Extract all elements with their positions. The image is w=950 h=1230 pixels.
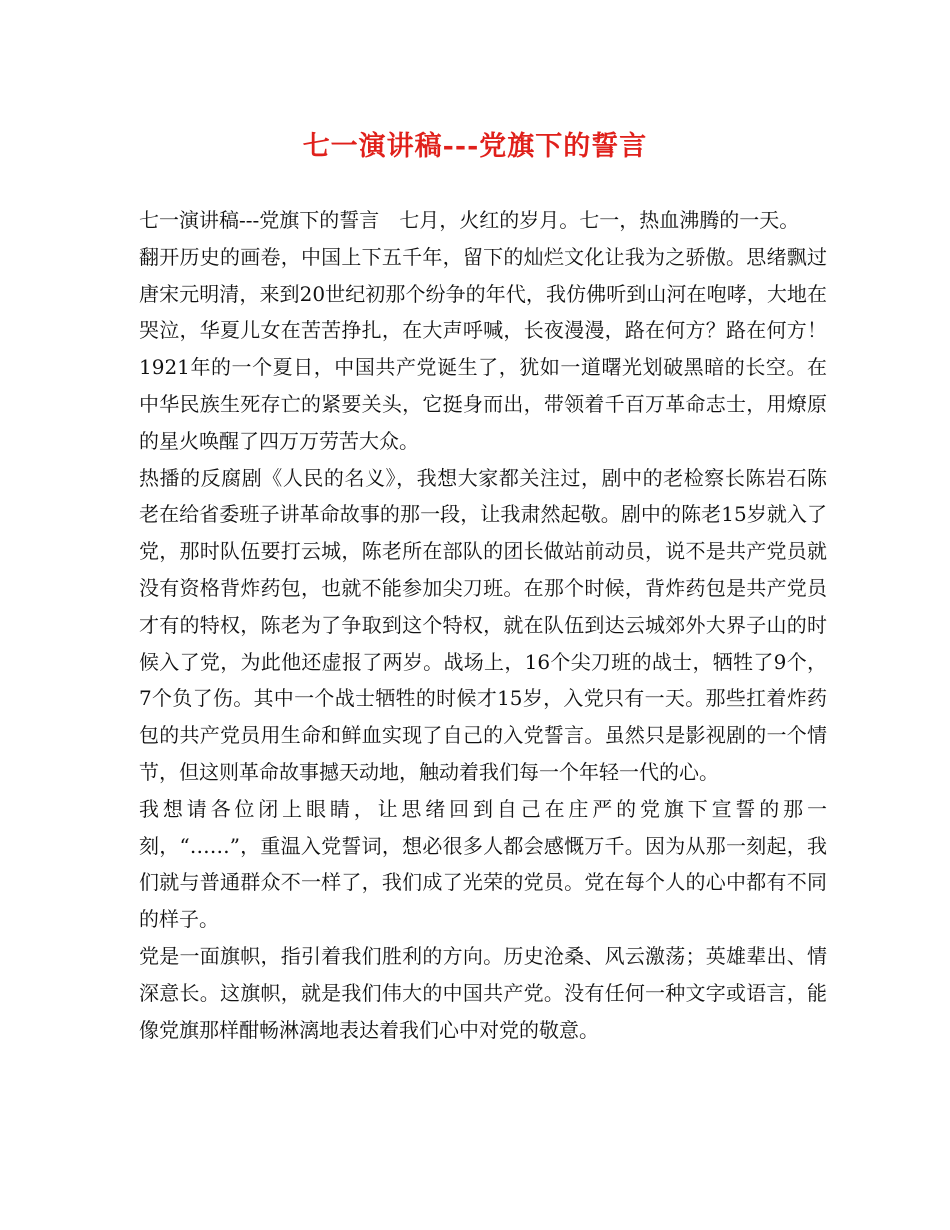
paragraph-2: 翻开历史的画卷，中国上下五千年，留下的灿烂文化让我为之骄傲。思绪飘过唐宋元明清，来到20世纪初那个纷争的年代，我仿佛听到山河在咆哮，大地在哭泣，华夏儿女在苦苦挣扎，在大声呼喊，长夜漫漫，路在何方？路在何方！1921年的一个夏日，中国共产党诞生了，犹如一道曙光划破黑暗的长空。在中华民族生死存亡的紧要关头，它挺身而出，带领着千百万革命志士，用燎原的星火唤醒了四万万劳苦大众。 [139, 244, 827, 453]
paragraph-1: 七一演讲稿---党旗下的誓言 七月，火红的岁月。七一，热血沸腾的一天。 [139, 208, 800, 232]
document-title: 七一演讲稿---党旗下的誓言 [302, 131, 648, 162]
paragraph-4: 我想请各位闭上眼睛，让思绪回到自己在庄严的党旗下宣誓的那一刻，“……”，重温入党誓词，想必很多人都会感慨万千。因为从那一刻起，我们就与普通群众不一样了，我们成了光荣的党员。党在每个人的心中都有不同的样子。 [139, 796, 827, 932]
paragraph-5: 党是一面旗帜，指引着我们胜利的方向。历史沧桑、风云激荡；英雄辈出、情深意长。这旗帜，就是我们伟大的中国共产党。没有任何一种文字或语言，能像党旗那样酣畅淋漓地表达着我们心中对党的敬意。 [139, 943, 827, 1042]
paragraph-3: 热播的反腐剧《人民的名义》，我想大家都关注过，剧中的老检察长陈岩石陈老在给省委班子讲革命故事的那一段，让我肃然起敬。剧中的陈老15岁就入了党，那时队伍要打云城，陈老所在部队的团长做站前动员，说不是共产党员就没有资格背炸药包，也就不能参加尖刀班。在那个时候，背炸药包是共产党员才有的特权，陈老为了争取到这个特权，就在队伍到达云城郊外大界子山的时候入了党，为此他还虚报了两岁。战场上，16个尖刀班的战士，牺牲了9个，7个负了伤。其中一个战士牺牲的时候才15岁，入党只有一天。那些扛着炸药包的共产党员用生命和鲜血实现了自己的入党誓言。虽然只是影视剧的一个情节，但这则革命故事撼天动地，触动着我们每一个年轻一代的心。 [139, 465, 827, 784]
document-body [139, 202, 827, 1048]
